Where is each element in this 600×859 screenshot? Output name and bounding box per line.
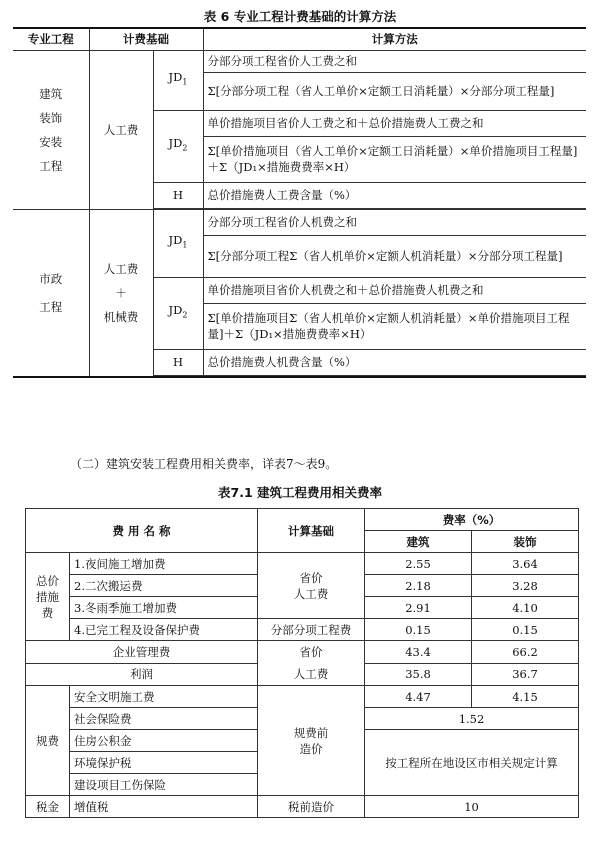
method-row: 总价措施费人工费含量（%） xyxy=(203,182,586,208)
jd1-label xyxy=(153,209,203,277)
header-major: 专业工程 xyxy=(13,28,89,50)
rate-zhuangshi: 36.7 xyxy=(472,663,579,686)
method-row: 单价措施项目省价人机费之和＋总价措施费人机费之和 xyxy=(203,277,586,303)
method-row: Σ[单价措施项目Σ（省人机单价×定额人机消耗量）×单价措施项目工程量]＋Σ（JD₁×措施费费率×H） xyxy=(203,303,586,349)
rate-local: 按工程所在地设区市相关规定计算 xyxy=(365,730,579,796)
jd1-label xyxy=(153,50,203,110)
basis-subitem: 分部分项工程费 xyxy=(258,619,365,641)
basis-line: 人工费 xyxy=(103,261,139,276)
body-paragraph: （二）建筑安装工程费用相关费率，详表7～表9。 xyxy=(70,457,338,471)
table6-caption: 表 6 专业工程计费基础的计算方法 xyxy=(203,9,397,24)
basis-line: ＋ xyxy=(115,285,127,300)
fee-name: 住房公积金 xyxy=(70,730,258,752)
fee-name: 1.夜间施工增加费 xyxy=(70,553,258,575)
group-line: 总价 xyxy=(36,573,59,588)
method-row: 分部分项工程省价人机费之和 xyxy=(203,209,586,235)
basis-pre-tax: 税前造价 xyxy=(258,796,365,818)
jd2-sub: 2 xyxy=(182,310,188,320)
rate-zhuangshi: 3.28 xyxy=(472,575,579,597)
basis-line: 规费前 xyxy=(293,725,329,740)
basis-line: 人工费 xyxy=(293,586,329,601)
jd2-label xyxy=(153,277,203,349)
basis-line: 造价 xyxy=(299,741,323,756)
major-line: 工程 xyxy=(39,158,63,173)
basis-line: 机械费 xyxy=(103,309,139,324)
fee-name: 利润 xyxy=(26,663,258,686)
rate-zhuangshi: 4.10 xyxy=(472,597,579,619)
header-jianzhu: 建筑 xyxy=(365,531,472,553)
fee-name: 3.冬雨季施工增加费 xyxy=(70,597,258,619)
jd1-text: JD xyxy=(168,233,183,248)
basis-line: 省价 xyxy=(299,645,323,659)
jd2-text: JD xyxy=(168,136,183,151)
rate-jianzhu: 35.8 xyxy=(365,663,472,686)
fee-name: 安全文明施工费 xyxy=(70,686,258,708)
jd2-text: JD xyxy=(168,303,183,318)
jd2-label xyxy=(153,110,203,182)
fee-name: 建设项目工伤保险 xyxy=(70,774,258,796)
h-label: H xyxy=(153,349,203,375)
rate-social: 1.52 xyxy=(365,708,579,730)
major-building xyxy=(13,50,89,209)
fee-name: 企业管理费 xyxy=(26,641,258,664)
basis-labor xyxy=(258,641,365,686)
jd1-sub: 1 xyxy=(182,240,188,250)
jd1-text: JD xyxy=(168,70,183,85)
rate-jianzhu: 2.55 xyxy=(365,553,472,575)
rate-zhuangshi: 0.15 xyxy=(472,619,579,641)
major-municipal xyxy=(13,209,89,377)
method-row: 单价措施项目省价人工费之和＋总价措施费人工费之和 xyxy=(203,110,586,136)
jd2-sub: 2 xyxy=(182,143,188,153)
rate-zhuangshi: 4.15 xyxy=(472,686,579,708)
basis-line: 人工费 xyxy=(293,667,329,681)
method-row: 总价措施费人机费含量（%） xyxy=(203,349,586,375)
header-basis: 计算基础 xyxy=(258,509,365,553)
fee-name: 4.已完工程及设备保护费 xyxy=(70,619,258,641)
h-label: H xyxy=(153,182,203,208)
spacer xyxy=(203,375,586,377)
major-line: 工程 xyxy=(39,299,63,314)
header-name: 费 用 名 称 xyxy=(26,509,258,553)
header-method: 计算方法 xyxy=(203,28,586,50)
basis-pre-fee xyxy=(258,686,365,796)
rate-jianzhu: 4.47 xyxy=(365,686,472,708)
rate-jianzhu: 2.18 xyxy=(365,575,472,597)
calc-method-table xyxy=(13,27,586,378)
method-row: Σ[分部分项工程（省人工单价×定额工日消耗量）×分部分项工程量] xyxy=(203,72,586,110)
rate-jianzhu: 0.15 xyxy=(365,619,472,641)
method-row: 分部分项工程省价人工费之和 xyxy=(203,50,586,72)
header-basis: 计费基础 xyxy=(89,28,203,50)
major-line: 装饰 xyxy=(39,110,63,125)
basis-line: 省价 xyxy=(299,570,323,585)
basis-labor-machine xyxy=(89,209,153,377)
fee-name: 社会保险费 xyxy=(70,708,258,730)
header-zhuangshi: 装饰 xyxy=(472,531,579,553)
basis-labor: 人工费 xyxy=(89,50,153,209)
jd1-sub: 1 xyxy=(182,77,188,87)
method-row: Σ[分部分项工程Σ（省人机单价×定额人机消耗量）×分部分项工程量] xyxy=(203,235,586,277)
group-line: 措施 xyxy=(36,589,59,604)
spacer xyxy=(153,375,203,377)
fee-name: 2.二次搬运费 xyxy=(70,575,258,597)
table71-caption: 表7.1 建筑工程费用相关费率 xyxy=(218,485,382,500)
basis-labor xyxy=(258,553,365,619)
rate-zhuangshi: 66.2 xyxy=(472,641,579,664)
major-line: 安装 xyxy=(39,134,63,149)
rate-tax: 10 xyxy=(365,796,579,818)
header-rate: 费率（%） xyxy=(365,509,579,531)
group-tax: 税金 xyxy=(26,796,70,818)
group-fees: 规费 xyxy=(26,686,70,796)
method-row: Σ[单价措施项目（省人工单价×定额工日消耗量）×单价措施项目工程量]＋Σ（JD₁×措施费费率×H） xyxy=(203,136,586,182)
group-line: 费 xyxy=(41,605,54,620)
rate-jianzhu: 2.91 xyxy=(365,597,472,619)
fee-name: 增值税 xyxy=(70,796,258,818)
rate-jianzhu: 43.4 xyxy=(365,641,472,664)
major-line: 市政 xyxy=(39,271,63,286)
group-measures xyxy=(26,553,70,641)
major-line: 建筑 xyxy=(39,86,63,101)
rate-table xyxy=(25,508,579,818)
rate-zhuangshi: 3.64 xyxy=(472,553,579,575)
fee-name: 环境保护税 xyxy=(70,752,258,774)
